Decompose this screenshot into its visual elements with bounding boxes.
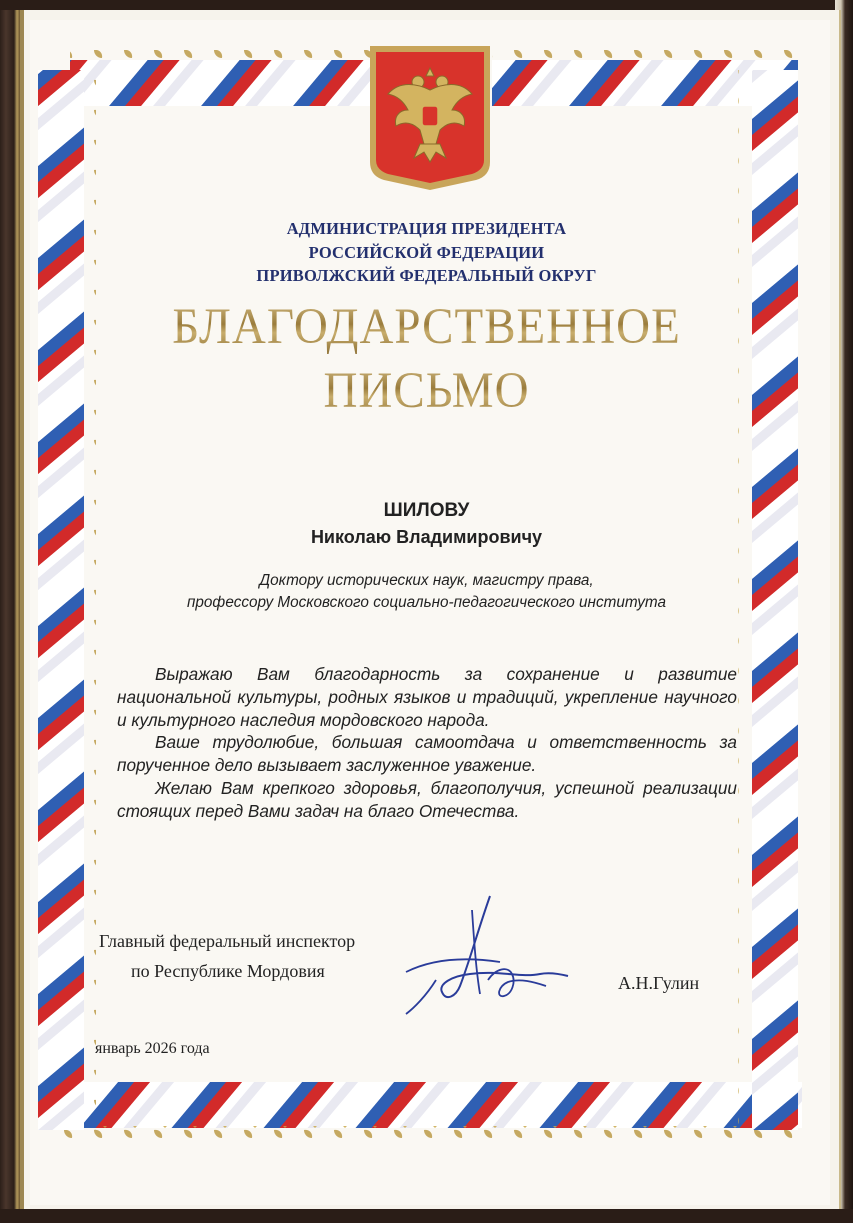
document-title-line2: ПИСЬМО <box>0 362 853 420</box>
issue-date: январь 2026 года <box>95 1040 210 1057</box>
recipient-position-line1: Доктору исторических наук, магистру права, <box>259 572 594 589</box>
header-line-federation: РОССИЙСКОЙ ФЕДЕРАЦИИ <box>308 243 545 262</box>
recipient-surname: ШИЛОВУ <box>383 500 470 521</box>
russian-coat-of-arms-icon <box>368 44 492 190</box>
body-paragraph-2: Ваше трудолюбие, большая самоотдача и ответственность за порученное дело вызывает заслуженное уважение. <box>117 732 737 776</box>
document-title-line1: БЛАГОДАРСТВЕННОЕ <box>0 298 853 356</box>
body-paragraph-3: Желаю Вам крепкого здоровья, благополучия, успешной реализации стоящих перед Вами задач на благо Отечества. <box>117 777 737 821</box>
header-line-administration: АДМИНИСТРАЦИЯ ПРЕЗИДЕНТА <box>286 219 567 238</box>
signatory-name: А.Н.Гулин <box>618 973 700 993</box>
recipient-name: Николаю Владимировичу <box>310 527 543 547</box>
signatory-title-line2: по Республике Мордовия <box>131 961 325 981</box>
signatory-title-line1: Главный федеральный инспектор <box>99 931 356 951</box>
recipient-position-line2: профессору Московского социально-педагогического института <box>186 594 666 611</box>
handwritten-signature <box>400 890 580 1020</box>
header-line-district: ПРИВОЛЖСКИЙ ФЕДЕРАЛЬНЫЙ ОКРУГ <box>256 266 597 285</box>
letter-body <box>117 663 737 823</box>
body-paragraph-1: Выражаю Вам благодарность за сохранение и развитие национальной культуры, родных языков и традиций, укрепление научного и культурного наследия мордовского народа. <box>117 664 737 730</box>
